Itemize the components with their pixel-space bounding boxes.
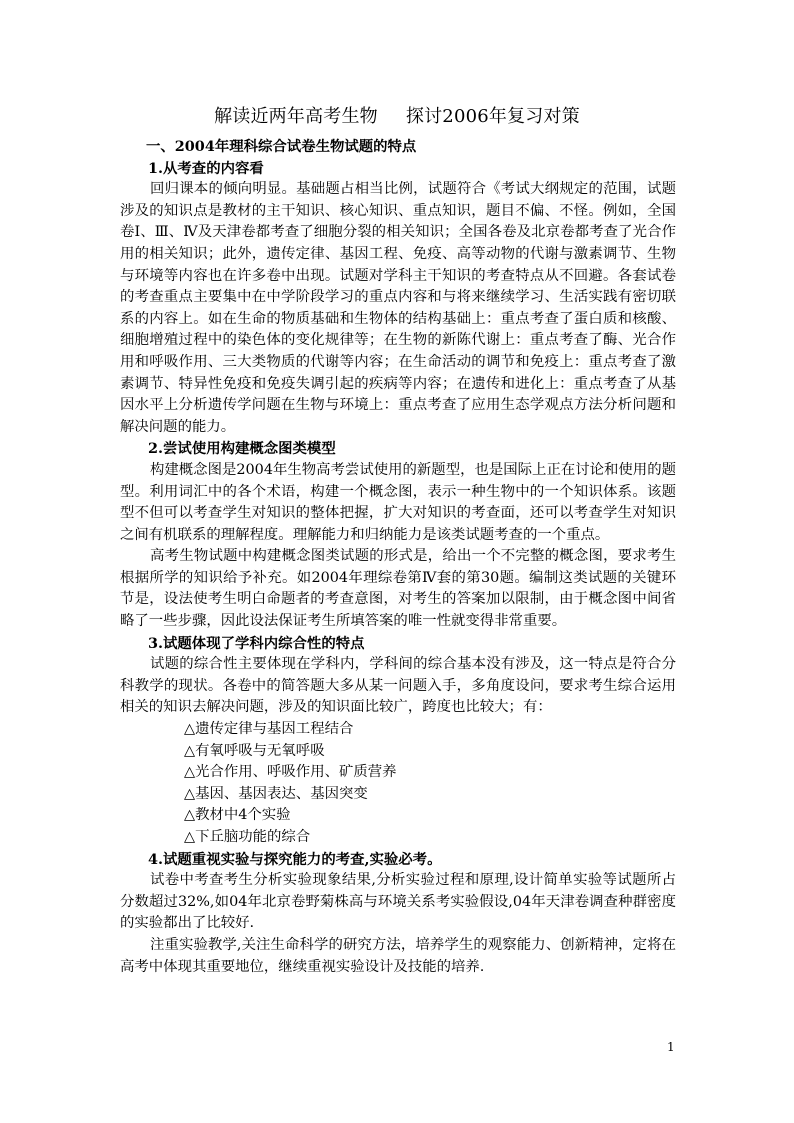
bullet-item: △遗传定律与基因工程结合 <box>184 721 354 738</box>
title-part-2: 探讨2006年复习对策 <box>405 106 580 127</box>
subsection-heading-3: 3.试题体现了学科内综合性的特点 <box>148 634 365 652</box>
subsection-heading-2: 2.尝试使用构建概念图类模型 <box>148 440 336 458</box>
page-number: 1 <box>667 1040 675 1054</box>
paragraph: 高考生物试题中构建概念图类试题的形式是，给出一个不完整的概念图，要求考生根据所学的知识给予补充。如2004年理综卷第Ⅳ套的第30题。编制这类试题的关键环节是，设法使考生明白命题者的考查意图，对考生的答案加以限制，由于概念图中间省略了一些步骤，因此设法保证考生所填答案的唯一性就变得非常重要。 <box>120 548 676 630</box>
bullet-item: △教材中4个实验 <box>184 807 291 824</box>
bullet-item: △光合作用、呼吸作用、矿质营养 <box>184 764 397 781</box>
bullet-item: △基因、基因表达、基因突变 <box>184 785 368 802</box>
bullet-item: △有氧呼吸与无氧呼吸 <box>184 742 325 759</box>
paragraph: 试题的综合性主要体现在学科内，学科间的综合基本没有涉及，这一特点是符合分科教学的现状。各卷中的简答题大多从某一问题入手，多角度设问，要求考生综合运用相关的知识去解决问题，涉及的知识面比较广，跨度也比较大；有： <box>120 656 676 716</box>
section-heading: 一、2004年理科综合试卷生物试题的特点 <box>146 138 417 155</box>
paragraph: 注重实验教学,关注生命科学的研究方法，培养学生的观察能力、创新精神，定将在高考中体现其重要地位，继续重视实验设计及技能的培养. <box>120 936 676 975</box>
paragraph: 回归课本的倾向明显。基础题占相当比例，试题符合《考试大纲规定的范围，试题涉及的知识点是教材的主干知识、核心知识、重点知识，题目不偏、不怪。例如，全国卷Ⅰ、Ⅲ、Ⅳ及天津卷都考查了细胞分裂的相关知识；全国各卷及北京卷都考查了光合作用的相关知识；此外，遗传定律、基因工程、免疫、高等动物的代谢与激素调节、生物与环境等内容也在许多卷中出现。试题对学科主干知识的考查特点从不回避。各套试卷的考查重点主要集中在中学阶段学习的重点内容和与将来继续学习、生活实践有密切联系的内容上。如在生命的物质基础和生物体的结构基础上：重点考查了蛋白质和核酸、细胞增殖过程中的染色体的变化规律等；在生物的新陈代谢上：重点考查了酶、光合作用和呼吸作用、三大类物质的代谢等内容；在生命活动的调节和免疫上：重点考查了激素调节、特异性免疫和免疫失调引起的疾病等内容；在遗传和进化上：重点考查了从基因水平上分析遗传学问题在生物与环境上：重点考查了应用生态学观点方法分析问题和解决问题的能力。 <box>120 181 676 435</box>
bullet-item: △下丘脑功能的综合 <box>184 829 311 845</box>
title-part-1: 解读近两年高考生物 <box>214 106 378 127</box>
subsection-heading-4: 4.试题重视实验与探究能力的考查,实验必考。 <box>148 850 442 868</box>
paragraph: 试卷中考查考生分析实验现象结果,分析实验过程和原理,设计简单实验等试题所占分数超过32%,如04年北京卷野菊株高与环境关系考实验假设,04年天津卷调查种群密度的实验都出了比较好. <box>120 872 676 932</box>
subsection-heading-1: 1.从考查的内容看 <box>148 159 264 177</box>
paragraph: 构建概念图是2004年生物高考尝试使用的新题型，也是国际上正在讨论和使用的题型。利用词汇中的各个术语，构建一个概念图，表示一种生物中的一个知识体系。该题型不但可以考查学生对知识的整体把握，扩大对知识的考查面，还可以考查学生对知识之间有机联系的理解程度。理解能力和归纳能力是该类试题考查的一个重点。 <box>120 461 676 543</box>
document-title <box>0 104 794 130</box>
document-body <box>120 136 676 978</box>
